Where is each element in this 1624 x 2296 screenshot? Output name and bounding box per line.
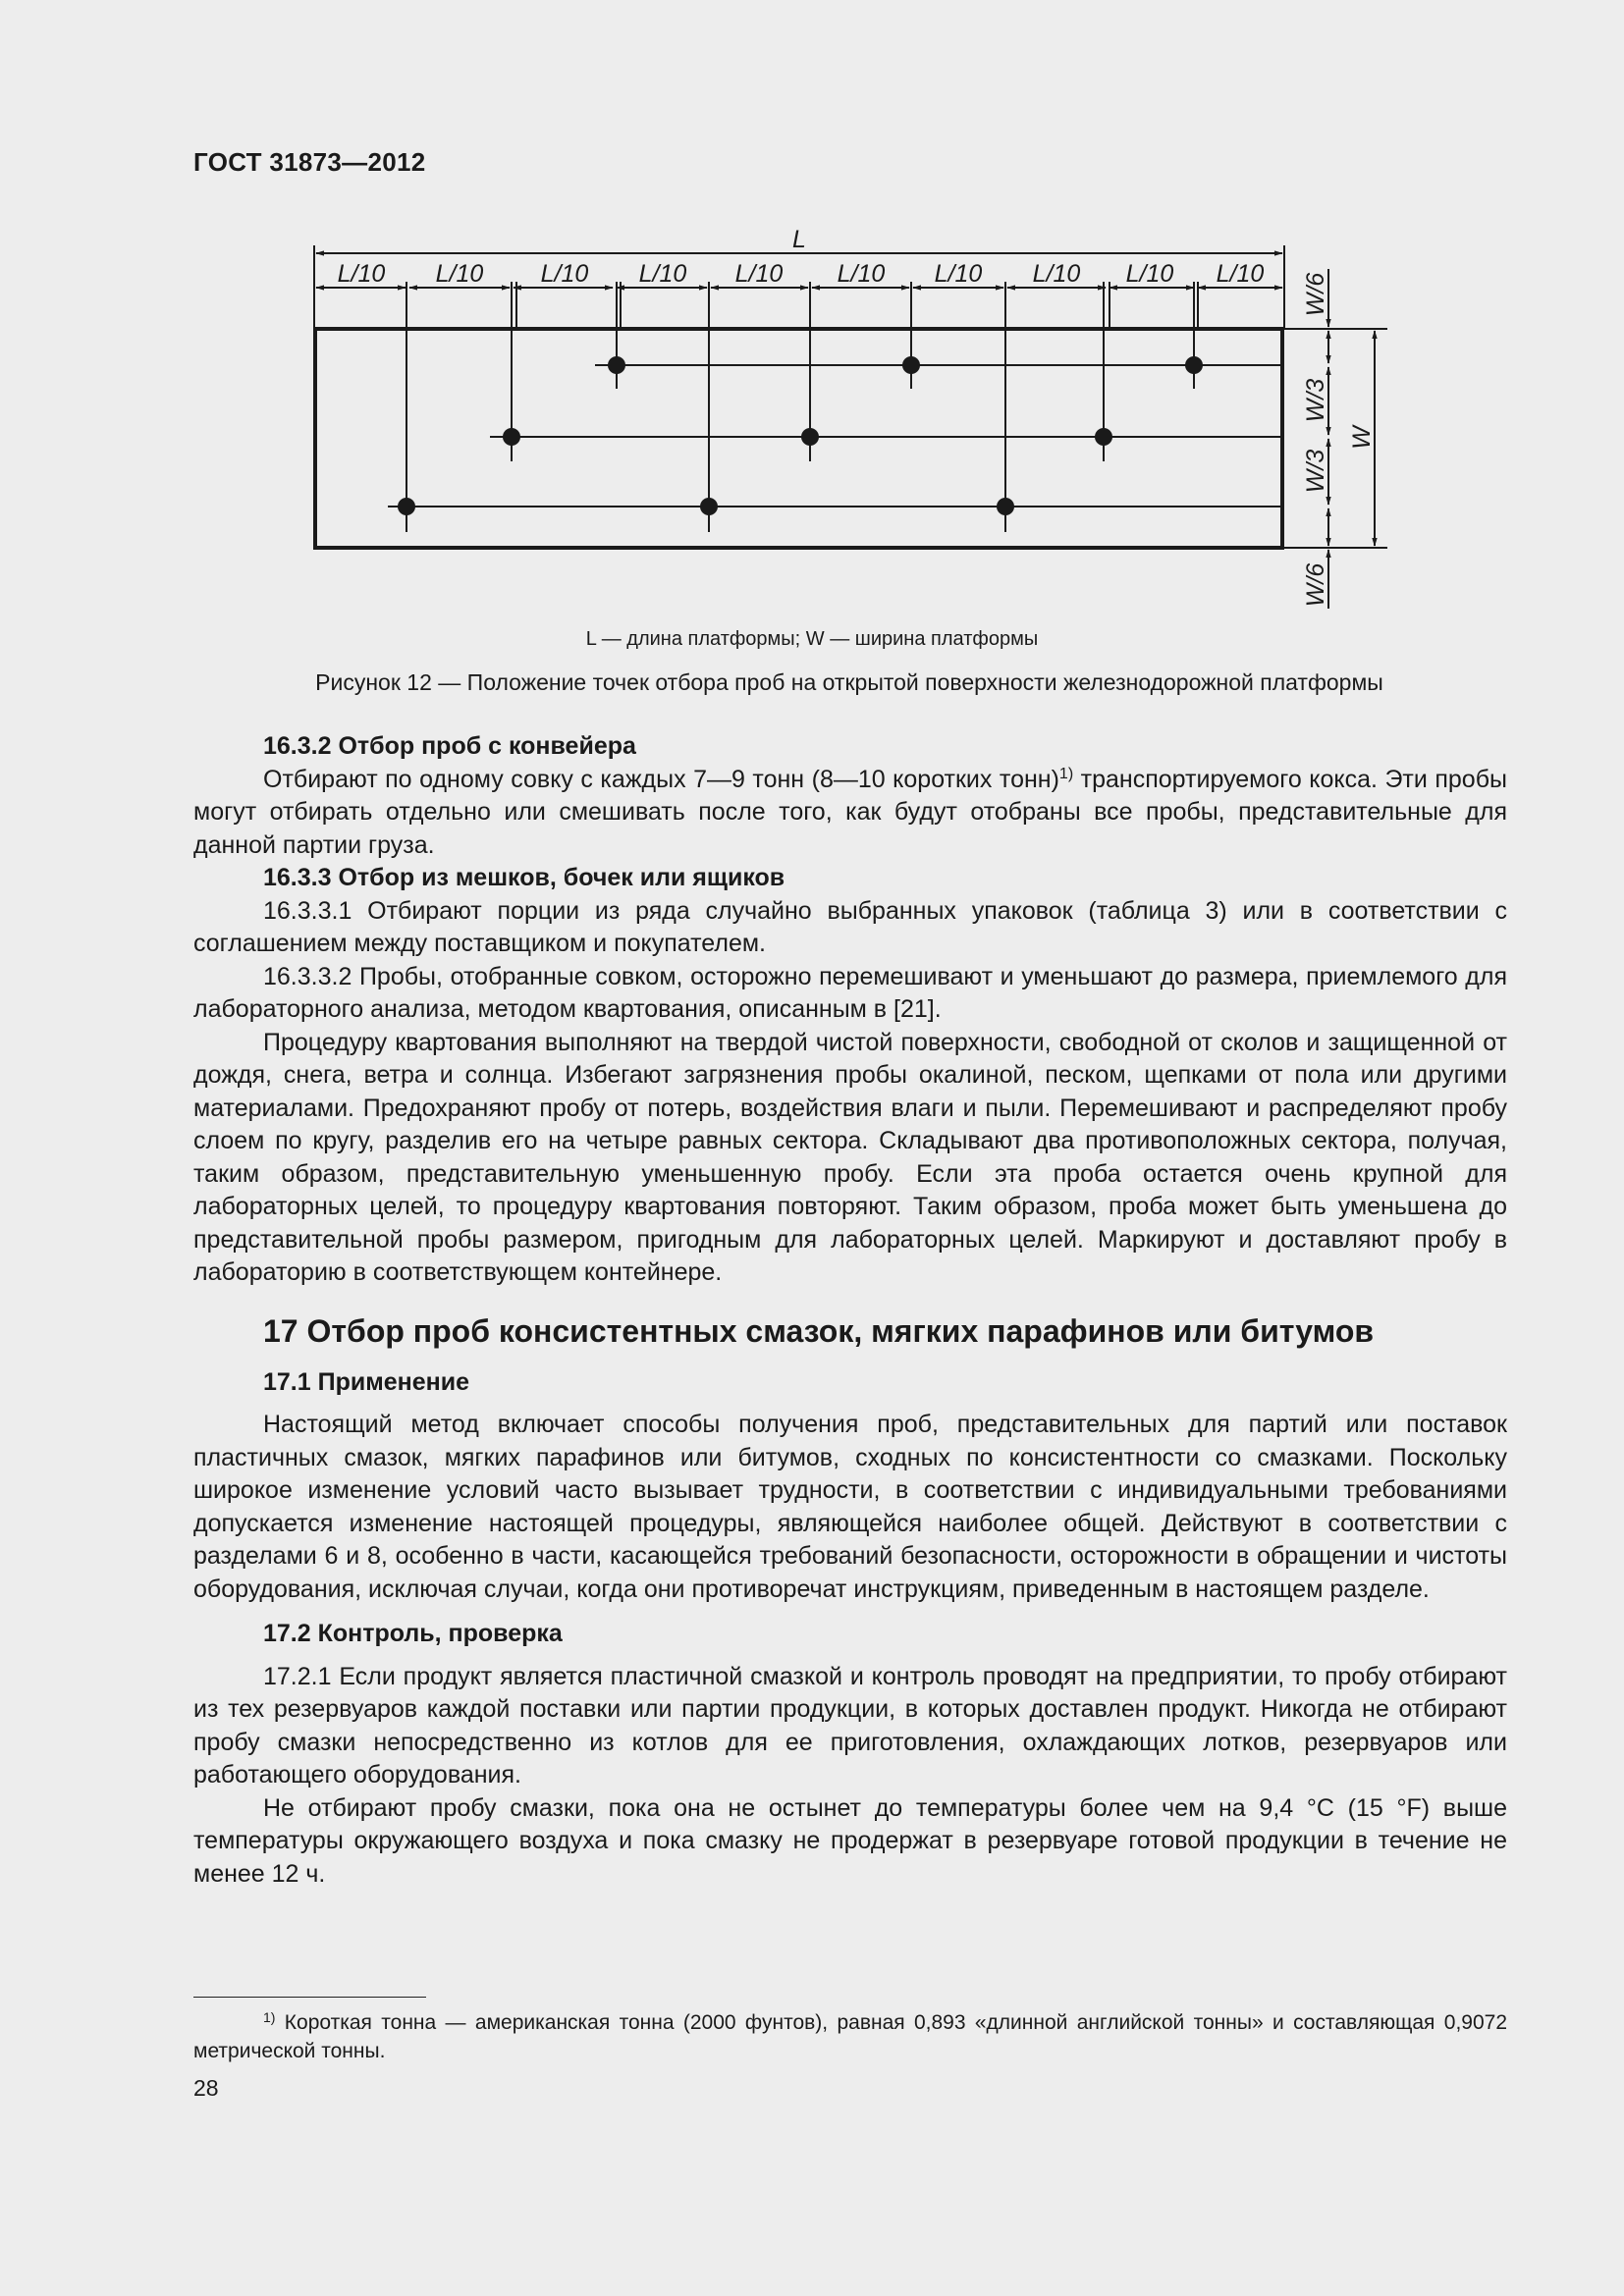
w6-label: W/6 (1302, 272, 1329, 317)
paragraph-text: транспортируемого кокса. Эти пробы могут отбирать отдельно или смешивать после того, как будут отобраны все пробы, представительные для данной партии груза. (193, 765, 1507, 859)
sampling-point (1185, 356, 1203, 374)
paragraph: 17.2.1 Если продукт является пластичной смазкой и контроль проводят на предприятии, то пробу отбирают из тех резервуаров каждой поставки или партии продукции, в которых доставлен продукт. Никогда не отбирают пробу смазки непосредственно из котлов для ее приготовления, охлаждающих лотков, резервуаров или работающего оборудования. (193, 1662, 1507, 1789)
figure-caption: Рисунок 12 — Положение точек отбора проб на открытой поверхности железнодорожной платформы (315, 669, 1383, 695)
sampling-point (398, 498, 415, 515)
figure-legend: L — длина платформы; W — ширина платформы (585, 628, 1039, 650)
sampling-point (902, 356, 920, 374)
paragraph: 16.3.3.2 Пробы, отобранные совком, осторожно перемешивают и уменьшают до размера, приемлемого для лабораторного анализа, методом квартования, описанным в [21]. (193, 962, 1507, 1023)
segment-label: L/10 (337, 260, 386, 288)
footnote (193, 2008, 1507, 2065)
sampling-point (700, 498, 718, 515)
width-label: W (1348, 426, 1376, 450)
segment-label: L/10 (837, 260, 886, 288)
w3-label: W/3 (1302, 449, 1329, 494)
segment-label: L/10 (1125, 260, 1174, 288)
paragraph: Настоящий метод включает способы получения проб, представительных для партий или поставок пластичных смазок, мягких парафинов или битумов, сходных по консистентности со смазками. Поскольку широкое изменение условий часто вызывает трудности, в соответствии с индивидуальными требованиями допускается изменение настоящей процедуры, являющейся наиболее общей. Действуют в соответствии с разделами 6 и 8, особенно в части, касающейся требований безопасности, осторожности в обращении и чистоты оборудования, исключая случаи, когда они противоречат инструкциям, приведенным в настоящем разделе. (193, 1411, 1507, 1603)
subsection-heading: 17.1 Применение (263, 1367, 469, 1396)
sampling-point (997, 498, 1014, 515)
paragraph: Процедуру квартования выполняют на твердой чистой поверхности, свободной от сколов и защищенной от дождя, снега, ветра и солнца. Избегают загрязнения пробы окалиной, песком, щепками от пола или другими материалами. Предохраняют пробу от потерь, воздействия влаги и пыли. Перемешивают и распределяют пробу слоем по кругу, разделив его на четыре равных сектора. Складывают два противоположных сектора, получая, таким образом, представительную уменьшенную пробу. Если эта проба остается очень крупной для лабораторных целей, то процедуру квартования повторяют. Таким образом, проба может быть уменьшена до представительной пробы размером, пригодным для лабораторных целей. Маркируют и доставляют пробу в лабораторию в соответствующем контейнере. (193, 1028, 1507, 1286)
paragraph: 16.3.3.1 Отбирают порции из ряда случайно выбранных упаковок (таблица 3) или в соответствии с соглашением между поставщиком и покупателем. (193, 896, 1507, 957)
subsection-heading: 17.2 Контроль, проверка (263, 1620, 563, 1647)
segment-label: L/10 (734, 260, 784, 288)
document-header: ГОСТ 31873—2012 (193, 147, 426, 177)
subsection-heading: 16.3.2 Отбор проб с конвейера (263, 732, 636, 760)
segment-label: L/10 (934, 260, 983, 288)
sampling-point (503, 428, 520, 446)
footnote-paragraph (193, 2008, 1507, 2065)
paragraph: Не отбирают пробу смазки, пока она не остынет до температуры более чем на 9,4 °C (15 °F) выше температуры окружающего воздуха и пока смазку не продержат в резервуаре готовой продукции в течение не менее 12 ч. (193, 1793, 1507, 1888)
paragraph-text: Отбирают по одному совку с каждых 7—9 тонн (8—10 коротких тонн) (263, 765, 1059, 793)
platform-sampling-diagram (0, 0, 1624, 628)
sampling-point (608, 356, 625, 374)
segment-label: L/10 (638, 260, 687, 288)
footnote-ref: 1) (1058, 765, 1074, 782)
segment-label: L/10 (1032, 260, 1081, 288)
segment-label: L/10 (1216, 260, 1265, 288)
segment-label: L/10 (435, 260, 484, 288)
w3-label: W/3 (1302, 378, 1329, 423)
segment-label: L/10 (540, 260, 589, 288)
platform-outline (315, 329, 1282, 548)
body-text (193, 730, 1507, 1891)
footnote-mark: 1) (263, 2009, 276, 2025)
w6-label: W/6 (1302, 562, 1329, 608)
length-label: L (792, 226, 806, 253)
footnote-text: Короткая тонна — американская тонна (2000 фунтов), равная 0,893 «длинной английской тонны» и составляющая 0,9072 метрической тонны. (193, 2011, 1507, 2062)
sampling-point (801, 428, 819, 446)
subsection-heading: 16.3.3 Отбор из мешков, бочек или ящиков (263, 864, 785, 891)
footnote-separator (193, 1997, 426, 1998)
page-number: 28 (193, 2075, 219, 2101)
section-heading: 17 Отбор проб консистентных смазок, мягких парафинов или битумов (263, 1312, 1375, 1349)
paragraph (193, 764, 1507, 863)
sampling-point (1095, 428, 1112, 446)
